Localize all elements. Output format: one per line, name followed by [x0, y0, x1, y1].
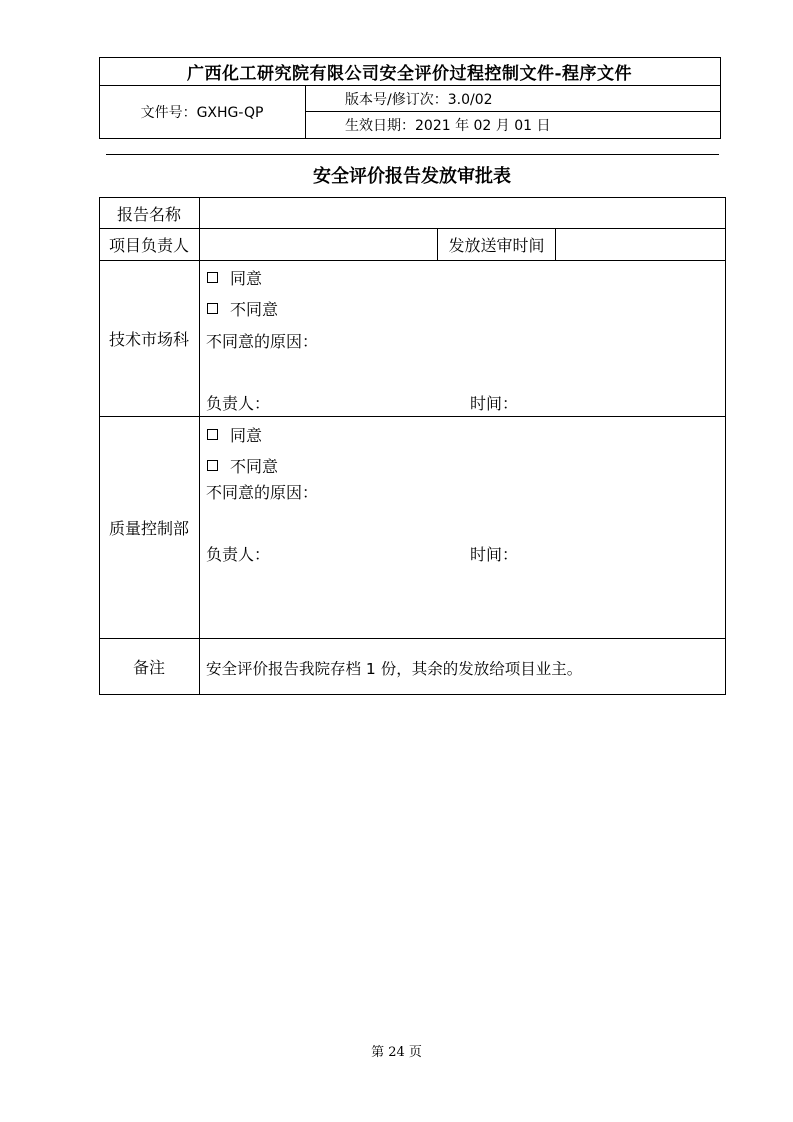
send-time-label: 发放送审时间 [448, 236, 545, 255]
remarks-text: 安全评价报告我院存档 1 份，其余的发放给项目业主。 [206, 660, 583, 678]
agree-label: 同意 [230, 426, 263, 445]
quality-control-disagree-option[interactable] [207, 454, 278, 477]
header-title: 广西化工研究院有限公司安全评价过程控制文件-程序文件 [186, 64, 633, 84]
tech-market-reason-label: 不同意的原因： [206, 332, 319, 351]
tech-market-signer-label: 负责人： [206, 394, 271, 413]
header-separator [106, 154, 719, 155]
tech-market-disagree-option[interactable] [207, 297, 278, 320]
agree-label: 同意 [230, 269, 263, 288]
tech-market-label: 技术市场科 [108, 330, 189, 349]
quality-control-label: 质量控制部 [108, 519, 189, 538]
disagree-label: 不同意 [230, 300, 279, 319]
tech-market-time-label: 时间： [470, 394, 519, 413]
disagree-label: 不同意 [230, 457, 279, 476]
tech-market-agree-option[interactable] [207, 266, 262, 289]
form-title: 安全评价报告发放审批表 [313, 166, 511, 187]
checkbox-icon[interactable] [207, 303, 218, 314]
document-number: 文件号：GXHG-QP [140, 105, 264, 121]
quality-control-reason-label: 不同意的原因： [206, 483, 319, 502]
report-name-label: 报告名称 [116, 204, 181, 224]
quality-control-signer-label: 负责人： [206, 545, 271, 564]
project-lead-label: 项目负责人 [108, 236, 189, 255]
remarks-label: 备注 [132, 658, 165, 677]
checkbox-icon[interactable] [207, 460, 218, 471]
quality-control-agree-option[interactable] [207, 423, 262, 446]
page-number: 第 24 页 [371, 1045, 422, 1060]
effective-date: 生效日期：2021 年 02 月 01 日 [345, 118, 551, 134]
quality-control-time-label: 时间： [470, 545, 519, 564]
checkbox-icon[interactable] [207, 429, 218, 440]
checkbox-icon[interactable] [207, 272, 218, 283]
version-number: 版本号/修订次：3.0/02 [345, 92, 493, 108]
